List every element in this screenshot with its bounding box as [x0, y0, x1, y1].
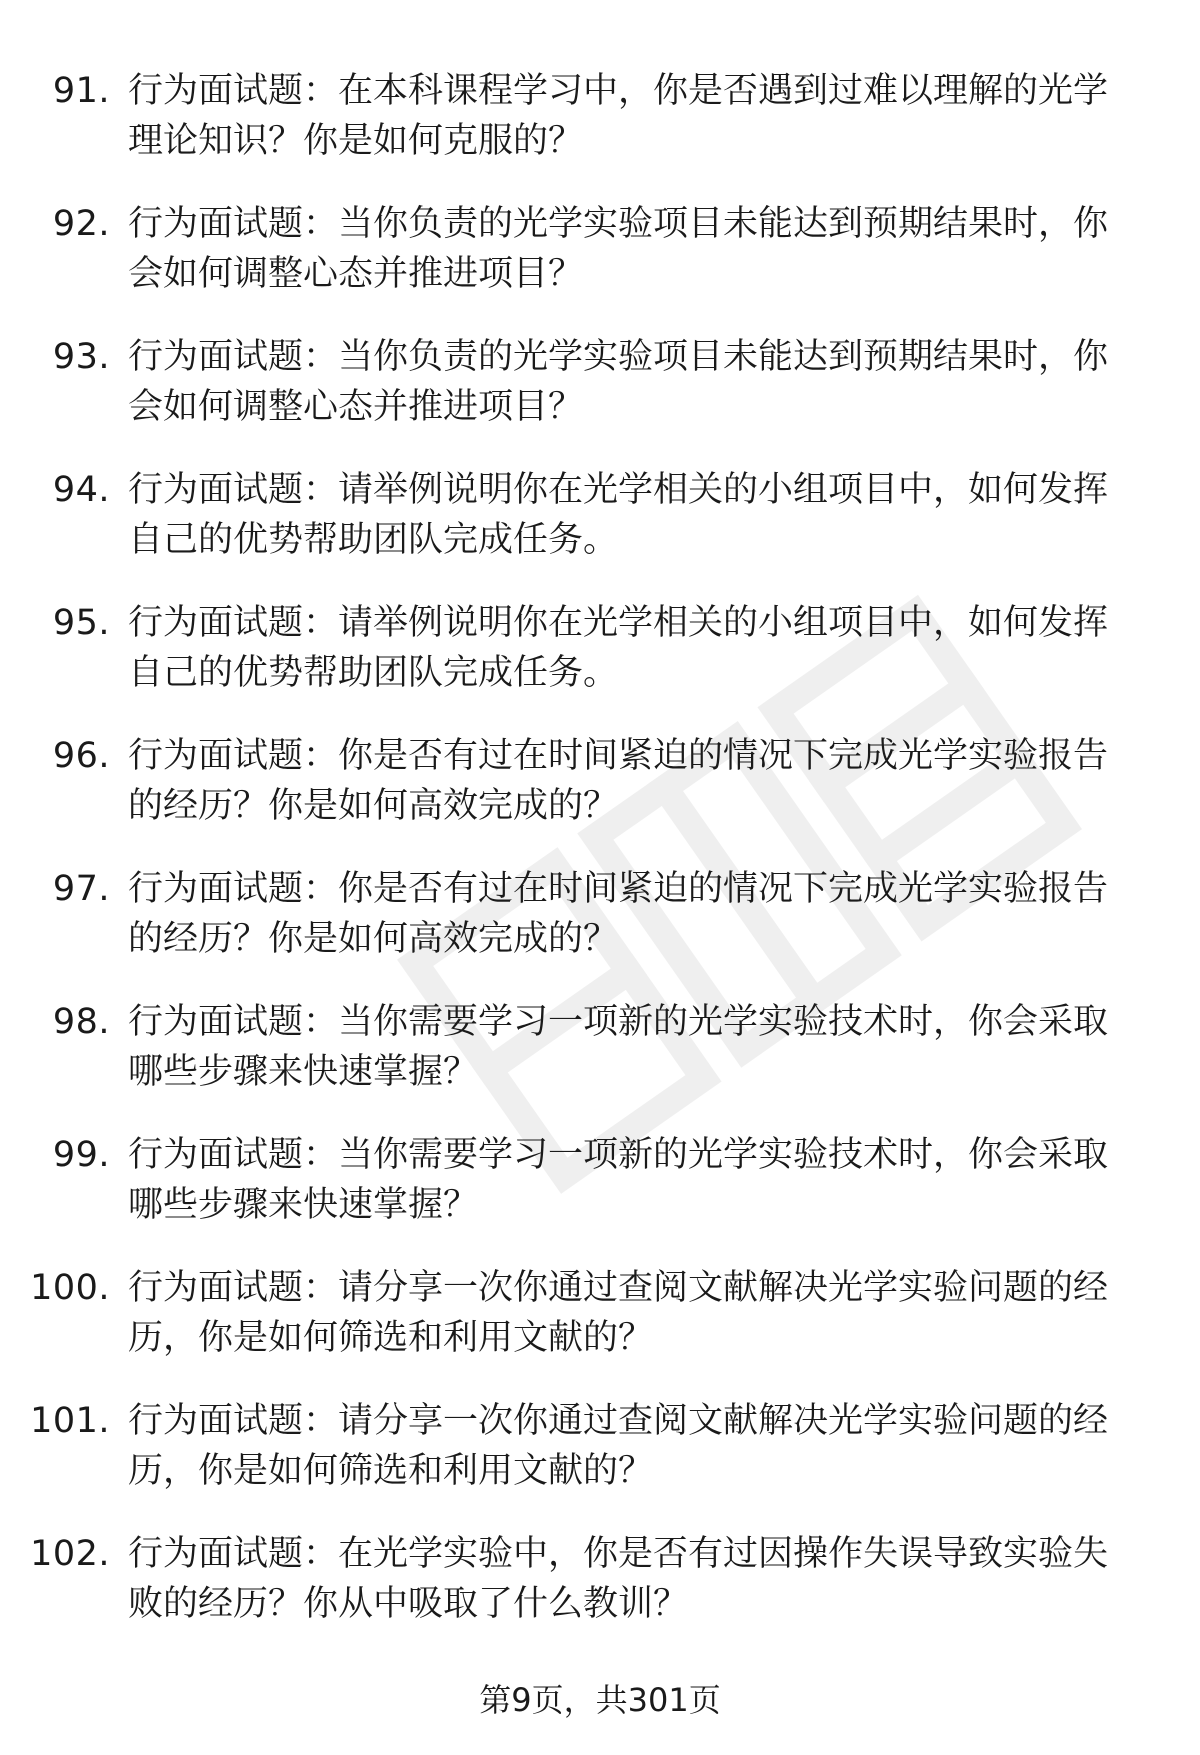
question-number: 92. — [52, 204, 110, 244]
question-number: 93. — [52, 337, 110, 377]
question-item — [0, 451, 1200, 584]
question-item — [0, 1116, 1200, 1249]
question-number: 95. — [52, 603, 110, 643]
question-item — [0, 717, 1200, 850]
question-item — [0, 1382, 1200, 1515]
question-number: 97. — [52, 869, 110, 909]
question-item — [0, 318, 1200, 451]
question-item — [0, 52, 1200, 185]
question-number: 100. — [30, 1268, 110, 1308]
question-text: 行为面试题：当你需要学习一项新的光学实验技术时，你会采取 哪些步骤来快速掌握？ — [128, 1002, 1109, 1092]
question-text: 行为面试题：请举例说明你在光学相关的小组项目中，如何发挥 自己的优势帮助团队完成任务。 — [128, 470, 1109, 560]
question-number: 91. — [52, 71, 110, 111]
question-item — [0, 1515, 1200, 1648]
question-number: 99. — [52, 1135, 110, 1175]
page-number-label: 第9页，共301页 — [479, 1681, 721, 1719]
question-item — [0, 584, 1200, 717]
question-number: 102. — [30, 1534, 110, 1574]
question-number: 94. — [52, 470, 110, 510]
question-item — [0, 983, 1200, 1116]
question-text: 行为面试题：请举例说明你在光学相关的小组项目中，如何发挥 自己的优势帮助团队完成任务。 — [128, 603, 1109, 693]
question-text: 行为面试题：当你需要学习一项新的光学实验技术时，你会采取 哪些步骤来快速掌握？ — [128, 1135, 1109, 1225]
question-text: 行为面试题：当你负责的光学实验项目未能达到预期结果时，你 会如何调整心态并推进项目？ — [128, 204, 1109, 294]
question-text: 行为面试题：在光学实验中，你是否有过因操作失误导致实验失 败的经历？你从中吸取了什么教训？ — [128, 1534, 1109, 1624]
question-text: 行为面试题：在本科课程学习中，你是否遇到过难以理解的光学 理论知识？你是如何克服的？ — [128, 71, 1109, 161]
question-number: 96. — [52, 736, 110, 776]
question-item — [0, 185, 1200, 318]
question-item — [0, 1249, 1200, 1382]
question-text: 行为面试题：请分享一次你通过查阅文献解决光学实验问题的经 历，你是如何筛选和利用文献的？ — [128, 1401, 1109, 1491]
question-text: 行为面试题：请分享一次你通过查阅文献解决光学实验问题的经 历，你是如何筛选和利用文献的？ — [128, 1268, 1109, 1358]
question-number: 101. — [30, 1401, 110, 1441]
question-list — [0, 52, 1200, 1648]
page-footer — [0, 1680, 1200, 1720]
question-text: 行为面试题：你是否有过在时间紧迫的情况下完成光学实验报告 的经历？你是如何高效完成的？ — [128, 869, 1109, 959]
question-item — [0, 850, 1200, 983]
question-text: 行为面试题：你是否有过在时间紧迫的情况下完成光学实验报告 的经历？你是如何高效完成的？ — [128, 736, 1109, 826]
question-number: 98. — [52, 1002, 110, 1042]
question-text: 行为面试题：当你负责的光学实验项目未能达到预期结果时，你 会如何调整心态并推进项目？ — [128, 337, 1109, 427]
